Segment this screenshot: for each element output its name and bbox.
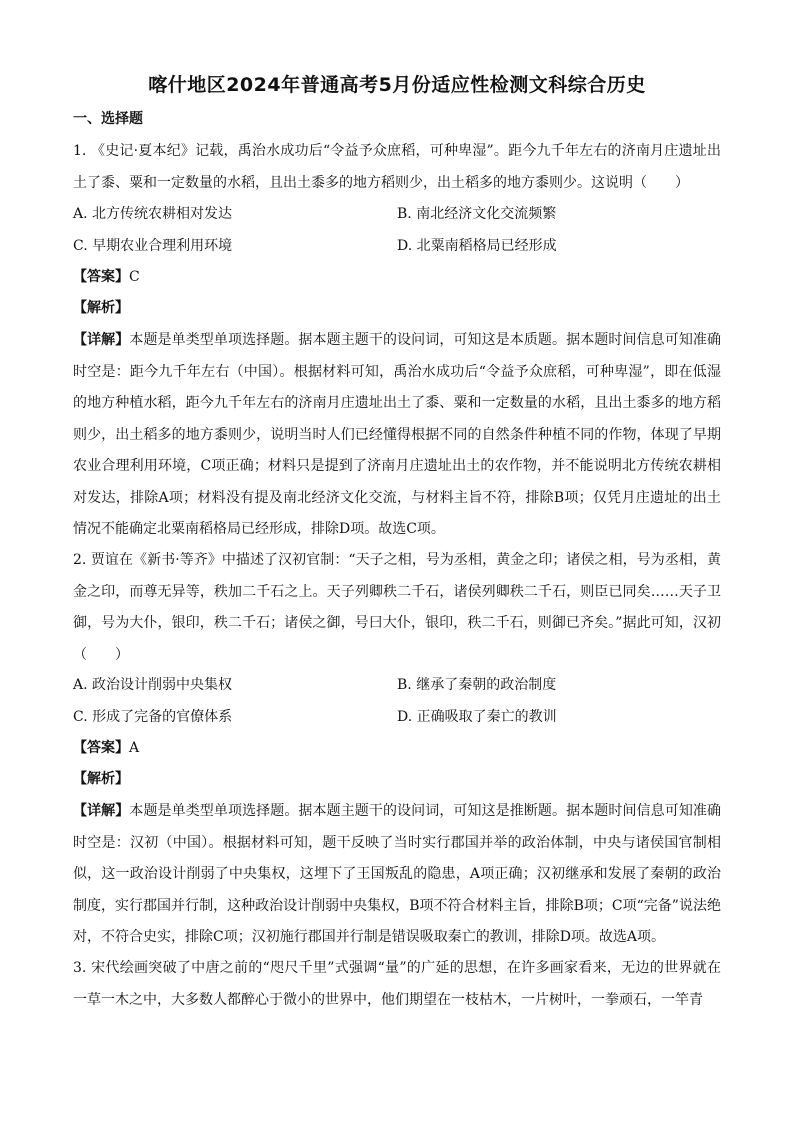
question-1-stem: 1. 《史记·夏本纪》记载，禹治水成功后“令益予众庶稻，可种卑湿”。距今九千年左右的济南月庄遗址出土了黍、粟和一定数量的水稻，且出土黍多的地方稻则少，出土稻多的地方黍则少。这说明（ ） — [73, 143, 721, 191]
question-3-stem: 3. 宋代绘画突破了中唐之前的“咫尺千里”式强调“量”的广延的思想，在许多画家看来，无边的世界就在一草一木之中，大多数人都醉心于微小的世界中，他们期望在一枝枯木，一片树叶，一拳顽石，一竿青 — [73, 960, 721, 1008]
question-1-detail — [73, 325, 721, 546]
question-1-option-a: A. 北方传统农耕相对发达 — [73, 206, 233, 222]
question-1-options — [73, 199, 721, 262]
detail-text: 本题是单类型单项选择题。据本题主题干的设问词，可知这是本质题。据本题时间信息可知准确时空是：距今九千年左右（中国）。根据材料可知，禹治水成功后“令益予众庶稻，可种卑湿”，即在低湿的地方种植水稻，距今九千年左右的济南月庄遗址出土了黍、粟和一定数量的水稻，且出土黍多的地方稻则少，出土稻多的地方黍则少，说明当时人们已经懂得根据不同的自然条件种植不同的作物，体现了早期农业合理利用环境，C项正确；材料只是提到了济南月庄遗址出土的农作物，并不能说明北方传统农耕相对发达，排除A项；材料没有提及南北经济文化交流，与材料主旨不符，排除B项；仅凭月庄遗址的出土情况不能确定北粟南稻格局已经形成，排除D项。故选C项。 — [73, 332, 722, 537]
answer-value: A — [129, 740, 140, 756]
answer-value: C — [129, 269, 140, 285]
question-1-analysis-label: 【解析】 — [73, 300, 129, 316]
page-title: 喀什地区2024年普通高考5月份适应性检测文科综合历史 — [148, 74, 646, 96]
section-heading: 一、选择题 — [73, 111, 143, 127]
question-2-option-b: B. 继承了秦朝的政治制度 — [397, 677, 557, 693]
question-2-option-c: C. 形成了完备的官僚体系 — [73, 708, 233, 725]
answer-label: 【答案】 — [73, 740, 129, 756]
question-2-analysis-label: 【解析】 — [73, 771, 129, 787]
answer-label: 【答案】 — [73, 269, 129, 285]
question-2-detail — [73, 796, 721, 954]
question-2-options — [73, 670, 721, 733]
detail-label: 【详解】 — [73, 803, 130, 819]
question-2-stem: 2. 贾谊在《新书·等齐》中描述了汉初官制：“天子之相，号为丞相，黄金之印；诸侯之相，号为丞相，黄金之印，而尊无异等，秩加二千石之上。天子列卿秩二千石，诸侯列卿秩二千石，则臣已同矣……天子卫御，号为大仆，银印，秩二千石；诸侯之御，号曰大仆，银印，秩二千石，则御已齐矣。”据此可知，汉初（ ） — [73, 552, 721, 663]
question-1-answer — [73, 262, 140, 294]
question-1-option-b: B. 南北经济文化交流频繁 — [397, 206, 557, 222]
detail-label: 【详解】 — [73, 332, 130, 348]
question-1-option-c: C. 早期农业合理利用环境 — [73, 237, 233, 254]
detail-text: 本题是单类型单项选择题。据本题主题干的设问词，可知这是推断题。据本题时间信息可知准确时空是：汉初（中国）。根据材料可知，题干反映了当时实行郡国并举的政治体制，中央与诸侯国官制相似，这一政治设计削弱了中央集权，这埋下了王国叛乱的隐患，A项正确；汉初继承和发展了秦朝的政治制度，实行郡国并行制，这种政治设计削弱中央集权，B项不符合材料主旨，排除B项；C项“完备”说法绝对，不符合史实，排除C项；汉初施行郡国并行制是错误吸取秦亡的教训，排除D项。故选A项。 — [73, 803, 722, 945]
question-2-answer — [73, 733, 139, 765]
question-2-option-d: D. 正确吸取了秦亡的教训 — [397, 708, 557, 725]
question-2-option-a: A. 政治设计削弱中央集权 — [73, 677, 233, 693]
question-1-option-d: D. 北粟南稻格局已经形成 — [397, 237, 557, 254]
